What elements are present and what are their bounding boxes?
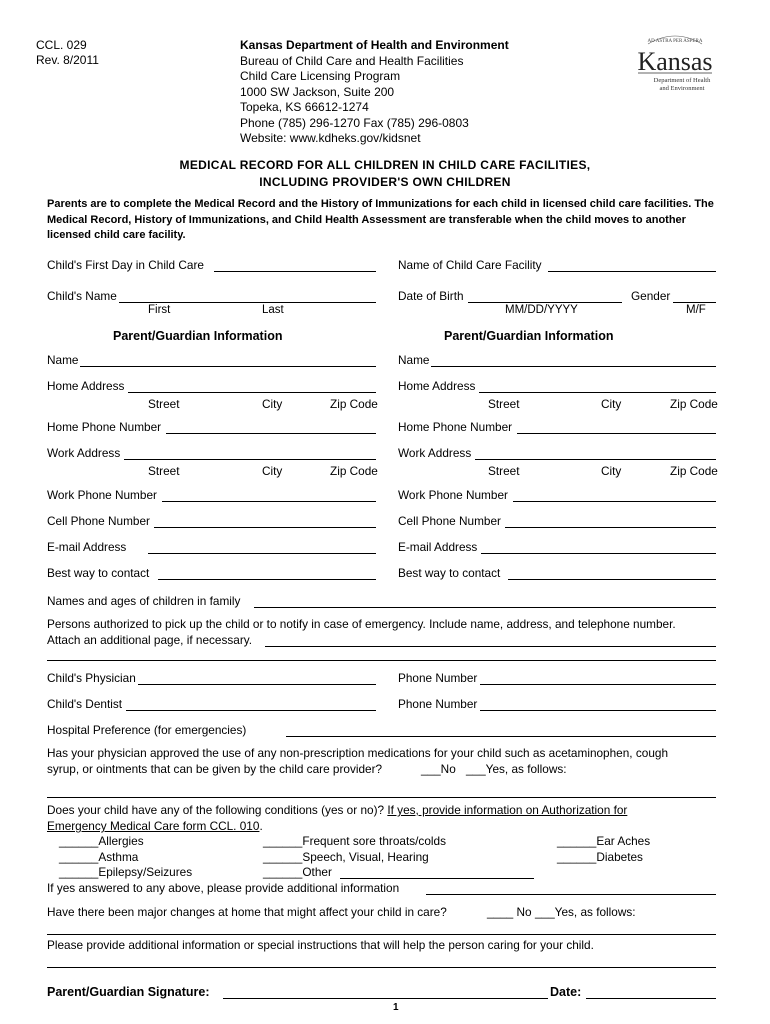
revision-date: Rev. 8/2011 [36,53,99,67]
guardian-2-heading: Parent/Guardian Information [444,329,614,343]
signature-label: Parent/Guardian Signature: [47,985,210,999]
guardian-1-zip-caption: Zip Code [330,397,378,411]
medications-question-line-1: Has your physician approved the use of any non-prescription medications for your child such as acetaminophen, cough [47,746,669,760]
guardian-2-home-phone-field[interactable] [517,433,716,434]
guardian-2-best-way-field[interactable] [508,579,716,580]
hospital-preference-label: Hospital Preference (for emergencies) [47,723,247,737]
guardian-1-cell-phone-label: Cell Phone Number [47,514,150,528]
child-name-label: Child's Name [47,289,117,303]
guardian-1-home-address-field[interactable] [128,392,376,393]
guardian-1-work-address-label: Work Address [47,446,121,460]
guardian-2-street-caption: Street [488,397,520,411]
dentist-field[interactable] [126,710,376,711]
medications-no-option[interactable]: ___No [421,762,456,776]
hospital-preference-field[interactable] [286,736,716,737]
condition-allergies[interactable]: ______Allergies [59,834,144,848]
agency-address-block [240,38,509,147]
medications-question-line-2: syrup, or ointments that can be given by the child care provider? [47,762,383,776]
dob-label: Date of Birth [398,289,464,303]
physician-phone-label: Phone Number [398,671,478,685]
condition-other-field[interactable] [340,878,534,879]
guardian-2-work-zip-caption: Zip Code [670,464,718,478]
home-changes-question: Have there been major changes at home that might affect your child in care? [47,905,447,919]
date-field[interactable] [586,998,716,999]
condition-diabetes[interactable]: ______Diabetes [557,850,643,864]
form-number-block [36,38,99,68]
svg-text:AD ASTRA PER ASPERA: AD ASTRA PER ASPERA [647,39,703,44]
conditions-additional-label: If yes answered to any above, please provide additional information [47,881,400,895]
guardian-1-name-field[interactable] [80,366,376,367]
guardian-2-zip-caption: Zip Code [670,397,718,411]
street-address: 1000 SW Jackson, Suite 200 [240,84,395,99]
guardian-1-work-street-caption: Street [148,464,180,478]
svg-text:Department of Health: Department of Health [653,77,711,84]
conditions-question [47,803,627,817]
first-day-label: Child's First Day in Child Care [47,258,204,272]
condition-other[interactable]: ______Other [263,865,332,879]
conditions-instruction-line-2 [47,819,263,833]
guardian-1-best-way-field[interactable] [158,579,376,580]
children-in-family-field[interactable] [254,607,716,608]
medications-yes-option[interactable]: ___Yes, as follows: [466,762,567,776]
guardian-2-cell-phone-label: Cell Phone Number [398,514,501,528]
form-number: CCL. 029 [36,38,87,52]
child-name-field[interactable] [119,302,376,303]
authorized-persons-text: Persons authorized to pick up the child or to notify in case of emergency. Include name, address, and telephone number. [47,617,676,631]
guardian-2-home-address-label: Home Address [398,379,476,393]
guardian-1-email-field[interactable] [148,553,376,554]
guardian-2-email-label: E-mail Address [398,540,478,554]
website: Website: www.kdheks.gov/kidsnet [240,131,421,145]
guardian-2-work-address-label: Work Address [398,446,472,460]
guardian-2-work-address-field[interactable] [475,459,716,460]
dob-format-caption: MM/DD/YYYY [505,304,578,316]
form-title-line-2: INCLUDING PROVIDER'S OWN CHILDREN [259,175,511,189]
conditions-instruction-period: . [259,819,263,833]
bureau-name: Bureau of Child Care and Health Facilities [240,53,464,68]
dentist-phone-label: Phone Number [398,697,478,711]
guardian-2-name-label: Name [398,353,430,367]
guardian-2-work-phone-label: Work Phone Number [398,488,508,502]
children-in-family-label: Names and ages of children in family [47,594,241,608]
guardian-2-best-way-label: Best way to contact [398,566,501,580]
conditions-question-text: Does your child have any of the following conditions (yes or no)? [47,803,385,817]
guardian-2-email-field[interactable] [481,553,716,554]
gender-label: Gender [631,289,671,303]
home-changes-yes-option[interactable]: ___Yes, as follows: [535,905,636,919]
home-changes-details-field[interactable] [47,934,716,935]
authorized-persons-field-2[interactable] [47,660,716,661]
condition-sore-throats[interactable]: ______Frequent sore throats/colds [263,834,446,848]
guardian-2-work-city-caption: City [601,464,622,478]
guardian-1-street-caption: Street [148,397,180,411]
guardian-1-work-city-caption: City [262,464,283,478]
physician-label: Child's Physician [47,671,136,685]
physician-field[interactable] [138,684,376,685]
phone-fax: Phone (785) 296-1270 Fax (785) 296-0803 [240,115,469,130]
dentist-label: Child's Dentist [47,697,123,711]
instructions-paragraph: Parents are to complete the Medical Record and the History of Immunizations for each child in licensed child care facilities. The Medical Record, History of Immunizations, and Child Health Assessment are transferable when the child moves to another licensed child care facility. [47,198,714,241]
signature-field[interactable] [223,998,548,999]
page-number: 1 [393,1002,399,1013]
facility-name-field[interactable] [548,271,716,272]
guardian-1-heading: Parent/Guardian Information [113,329,283,343]
guardian-1-work-phone-label: Work Phone Number [47,488,157,502]
guardian-1-city-caption: City [262,397,283,411]
svg-text:and Environment: and Environment [659,85,705,92]
kdhe-logo [630,30,720,100]
guardian-1-home-address-label: Home Address [47,379,125,393]
authorized-attach-text: Attach an additional page, if necessary. [47,633,253,647]
gender-format-caption: M/F [686,304,706,316]
guardian-2-city-caption: City [601,397,622,411]
condition-speech-visual-hearing[interactable]: ______Speech, Visual, Hearing [263,850,429,864]
physician-phone-field[interactable] [480,684,716,685]
conditions-additional-field[interactable] [426,894,716,895]
date-label: Date: [550,985,582,999]
home-changes-no-option[interactable]: ____ No [487,905,532,919]
facility-name-label: Name of Child Care Facility [398,258,542,272]
guardian-2-work-street-caption: Street [488,464,520,478]
guardian-1-home-phone-field[interactable] [166,433,376,434]
first-name-caption: First [148,304,171,316]
additional-info-label: Please provide additional information or special instructions that will help the person caring for your child. [47,938,594,952]
form-title-line-1: MEDICAL RECORD FOR ALL CHILDREN IN CHILD CARE FACILITIES, [179,158,591,172]
gender-field[interactable] [673,302,716,303]
guardian-1-work-address-field[interactable] [124,459,376,460]
authorized-persons-field-1[interactable] [265,646,716,647]
dentist-phone-field[interactable] [480,710,716,711]
guardian-1-email-label: E-mail Address [47,540,127,554]
conditions-instruction-link-2: Emergency Medical Care form CCL. 010 [47,819,260,833]
guardian-1-name-label: Name [47,353,79,367]
guardian-1-cell-phone-field[interactable] [154,527,376,528]
guardian-1-best-way-label: Best way to contact [47,566,150,580]
guardian-1-work-phone-field[interactable] [162,501,376,502]
guardian-2-home-address-field[interactable] [479,392,716,393]
last-name-caption: Last [262,304,284,316]
condition-epilepsy-seizures[interactable]: ______Epilepsy/Seizures [59,865,193,879]
first-day-field[interactable] [214,271,376,272]
guardian-1-home-phone-label: Home Phone Number [47,420,162,434]
medications-details-field[interactable] [47,797,716,798]
condition-asthma[interactable]: ______Asthma [59,850,139,864]
guardian-2-name-field[interactable] [431,366,716,367]
guardian-1-work-zip-caption: Zip Code [330,464,378,478]
conditions-instruction-link-1: If yes, provide information on Authorization for [387,803,628,817]
guardian-2-home-phone-label: Home Phone Number [398,420,513,434]
dob-field[interactable] [468,302,622,303]
city-state-zip: Topeka, KS 66612-1274 [240,100,369,114]
guardian-2-work-phone-field[interactable] [513,501,716,502]
condition-ear-aches[interactable]: ______Ear Aches [557,834,651,848]
svg-text:Kansas: Kansas [637,47,713,76]
program-name: Child Care Licensing Program [240,69,401,83]
additional-info-field[interactable] [47,967,716,968]
agency-name: Kansas Department of Health and Environment [240,38,509,52]
guardian-2-cell-phone-field[interactable] [505,527,716,528]
